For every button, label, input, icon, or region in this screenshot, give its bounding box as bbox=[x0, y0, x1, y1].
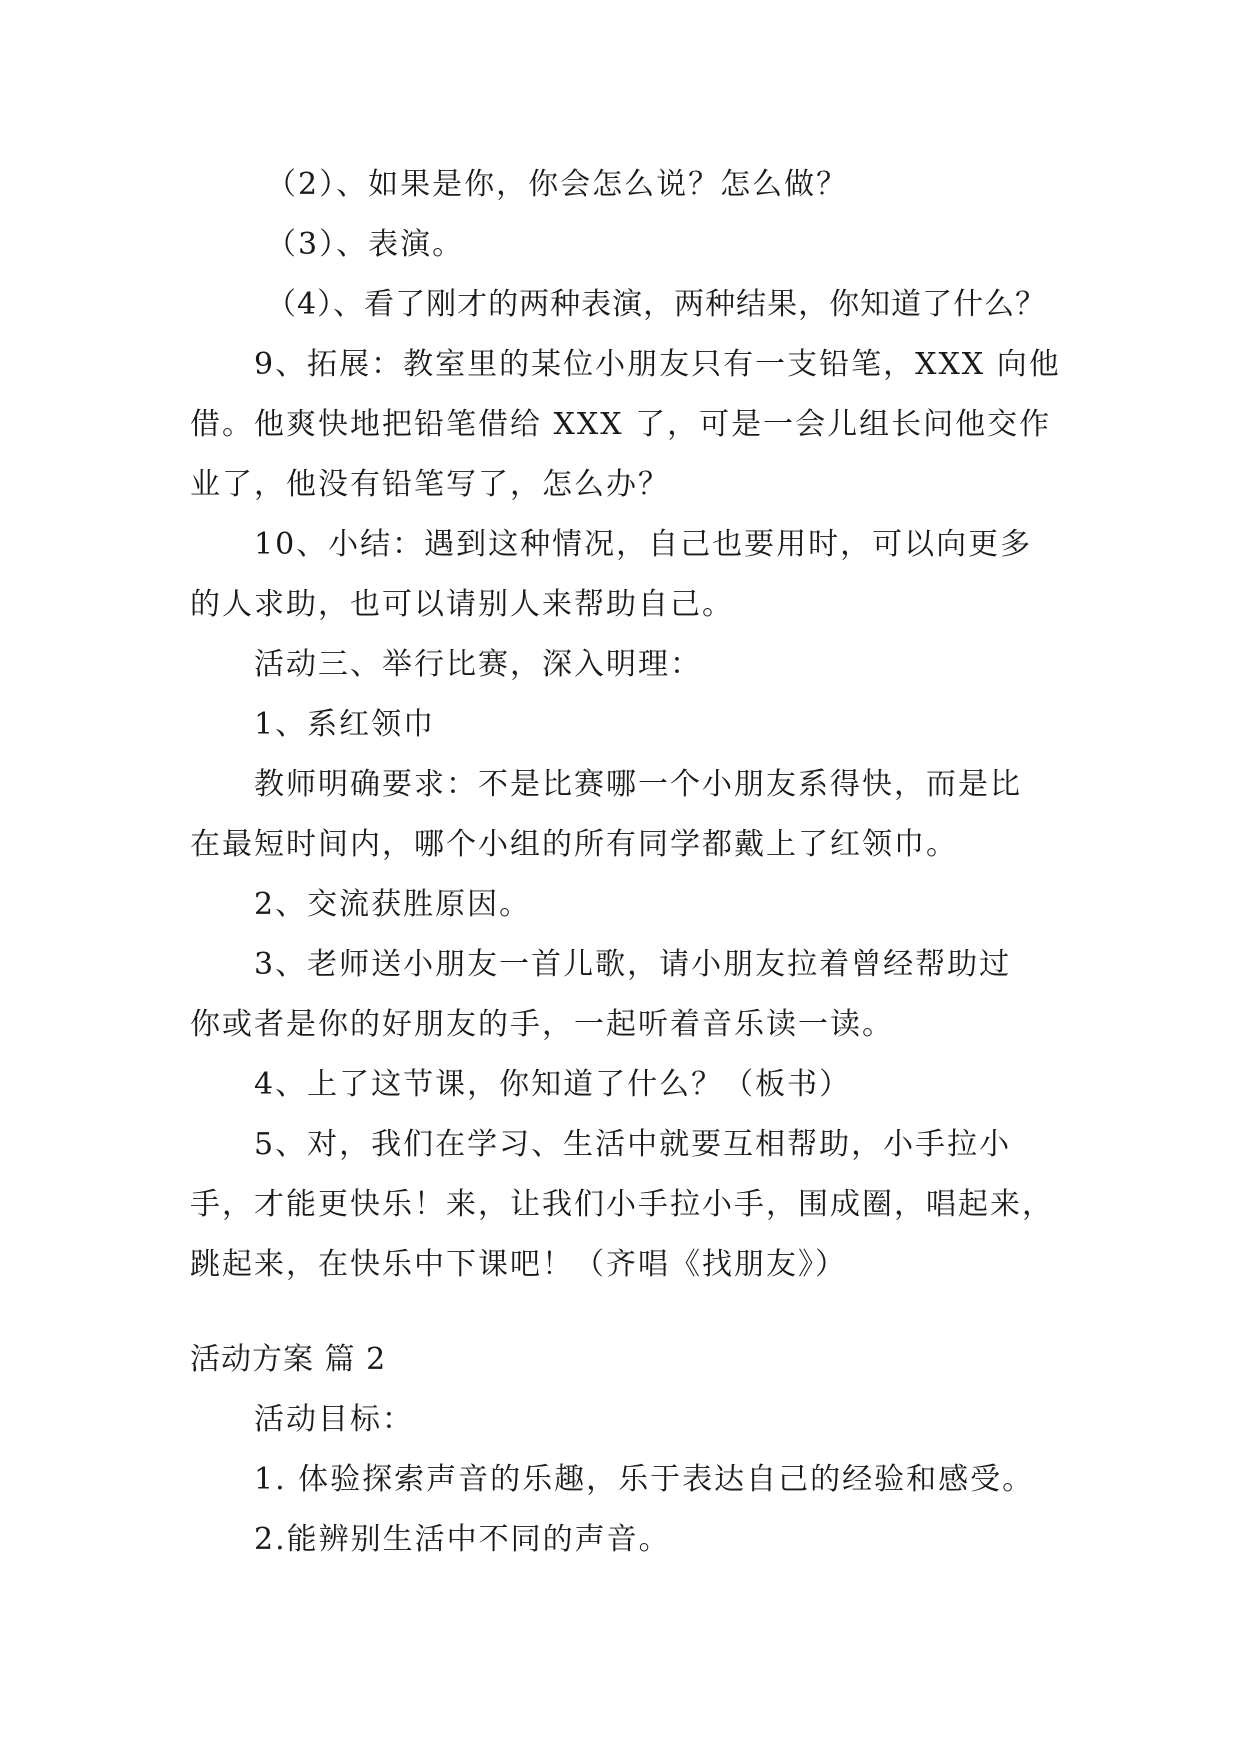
paragraph-line: 手，才能更快乐！来，让我们小手拉小手，围成圈，唱起来， bbox=[190, 1187, 1054, 1222]
paragraph-line: 2、交流获胜原因。 bbox=[254, 887, 532, 922]
paragraph-line: 9、拓展：教室里的某位小朋友只有一支铅笔，XXX 向他 bbox=[254, 347, 1061, 382]
paragraph-line: （3）、表演。 bbox=[266, 227, 465, 262]
paragraph-line: （2）、如果是你，你会怎么说？怎么做？ bbox=[266, 167, 849, 202]
paragraph-line: 1、系红领巾 bbox=[254, 707, 436, 742]
section-heading: 活动三、举行比赛，深入明理： bbox=[254, 647, 702, 682]
paragraph-line: 4、上了这节课，你知道了什么？（板书） bbox=[254, 1067, 852, 1102]
paragraph-line: 的人求助，也可以请别人来帮助自己。 bbox=[190, 587, 734, 622]
paragraph-line: 3、老师送小朋友一首儿歌，请小朋友拉着曾经帮助过 bbox=[254, 947, 1012, 982]
section-title: 活动方案 篇 2 bbox=[190, 1342, 387, 1377]
paragraph-line: 你或者是你的好朋友的手，一起听着音乐读一读。 bbox=[190, 1007, 894, 1042]
paragraph-line: 业了，他没有铅笔写了，怎么办？ bbox=[190, 467, 670, 502]
paragraph-line: 跳起来，在快乐中下课吧！（齐唱《找朋友》） bbox=[190, 1247, 847, 1282]
paragraph-line: （4）、看了刚才的两种表演，两种结果，你知道了什么？ bbox=[266, 287, 1047, 322]
list-item: 2.能辨别生活中不同的声音。 bbox=[254, 1522, 671, 1557]
paragraph-line: 在最短时间内，哪个小组的所有同学都戴上了红领巾。 bbox=[190, 827, 958, 862]
list-item: 1. 体验探索声音的乐趣，乐于表达自己的经验和感受。 bbox=[254, 1462, 1035, 1497]
paragraph-line: 10、小结：遇到这种情况，自己也要用时，可以向更多 bbox=[254, 527, 1033, 562]
paragraph-line: 5、对，我们在学习、生活中就要互相帮助，小手拉小 bbox=[254, 1127, 1012, 1162]
paragraph-line: 教师明确要求：不是比赛哪一个小朋友系得快，而是比 bbox=[254, 767, 1022, 802]
paragraph-line: 活动目标： bbox=[254, 1402, 414, 1437]
paragraph-line: 借。他爽快地把铅笔借给 XXX 了，可是一会儿组长问他交作 bbox=[190, 407, 1052, 442]
